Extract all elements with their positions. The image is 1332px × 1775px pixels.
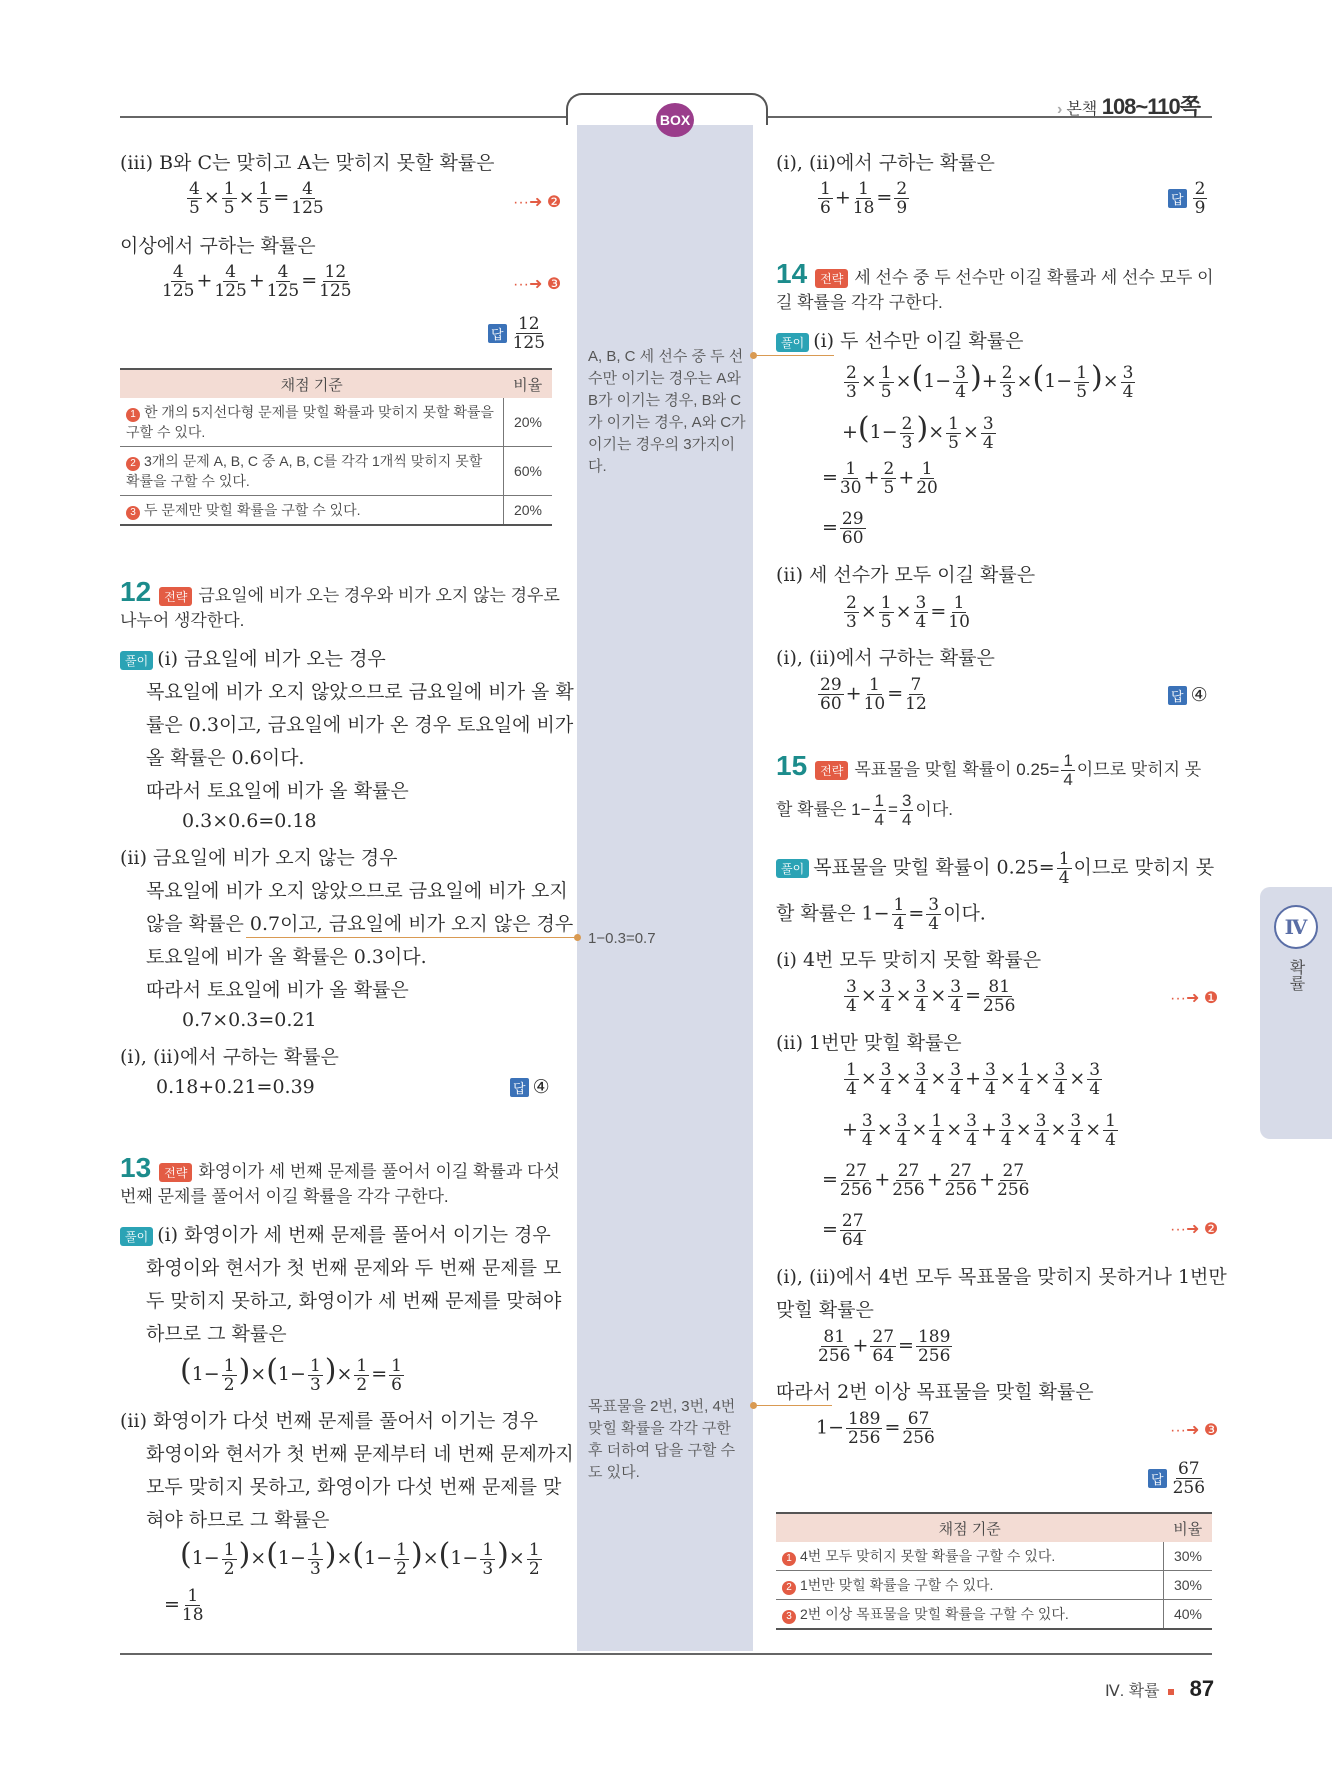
- row-text: 2번 이상 목표물을 맞힐 확률을 구할 수 있다.: [800, 1606, 1069, 1622]
- footer-chapter: Ⅳ. 확률: [1105, 1683, 1160, 1700]
- answer-value: ④: [532, 1076, 550, 1098]
- table1-ratio-head: 비율: [504, 369, 553, 398]
- p12-i-4: 따라서 토요일에 비가 올 확률은: [146, 780, 409, 802]
- answer-icon: 답: [1168, 686, 1187, 705]
- row-number: 1: [126, 408, 140, 422]
- p12-i-5: 0.3×0.6=0.18: [182, 810, 317, 832]
- page-number: 87: [1189, 1676, 1215, 1701]
- p14-calc-1: $\frac{2}{3}$ × $\frac{1}{5}$ ×(1− $\frac{3}{4}$ )+ $\frac{2}{3}$ ×(1− $\frac{1}{5}$ )× $\frac{3}{4}$: [846, 360, 1134, 402]
- row-number: 1: [782, 1552, 796, 1566]
- p11-answer: 답 $\frac{12}{125}$: [488, 315, 547, 352]
- connector-1: [752, 355, 834, 356]
- strategy-tag: 전략: [159, 1163, 192, 1182]
- problem-number: 13: [120, 1152, 152, 1183]
- p12-case-i-text: (ⅰ) 금요일에 비가 오는 경우: [157, 648, 386, 670]
- p11-thus: 이상에서 구하는 확률은: [120, 235, 316, 257]
- p13-ii-1: 화영이와 현서가 첫 번째 문제부터 네 번째 문제까지: [146, 1443, 574, 1465]
- p15-calc-3: + $\frac{3}{4}$ × $\frac{3}{4}$ × $\frac{1}{4}$ × $\frac{3}{4}$ + $\frac{3}{4}$ × $\frac{3}{4}$ × $\frac{3}{4}$ × $\frac{1}{4}$: [842, 1111, 1116, 1150]
- table2-ratio-head: 비율: [1164, 1513, 1213, 1542]
- p15-case-ii: (ⅱ) 1번만 맞힐 확률은: [776, 1032, 962, 1054]
- p14-case-i: [776, 326, 1023, 353]
- connector-dot: [574, 934, 581, 941]
- row-number: 3: [782, 1610, 796, 1624]
- grading-table-2: [776, 1512, 1212, 1630]
- p15-sol2-text-b: 이다.: [943, 902, 986, 925]
- p15-sol-text-b: 이므로 맞히지 못: [1073, 856, 1215, 879]
- side-note-1: A, B, C 세 선수 중 두 선수만 이기는 경우는 A와 B가 이기는 경우, B와 C가 이기는 경우, A와 C가 이기는 경우의 3가지이다.: [588, 348, 746, 475]
- row-ratio: 30%: [1164, 1571, 1213, 1600]
- row-text: 한 개의 5지선다형 문제를 맞힐 확률과 맞히지 못할 확률을 구할 수 있다.: [126, 404, 494, 440]
- header-rule-left: [120, 116, 568, 118]
- problem-number: 14: [776, 258, 808, 289]
- answer-icon: 답: [1148, 1469, 1167, 1488]
- p13-calc-3: = $\frac{1}{18}$: [164, 1586, 204, 1625]
- ref-pages: 108~110쪽: [1101, 94, 1201, 119]
- answer-value: ④: [1190, 684, 1208, 706]
- row-number: 2: [126, 457, 140, 471]
- p11-right-sum: (ⅰ), (ⅱ)에서 구하는 확률은: [776, 152, 995, 174]
- footer-separator: [1168, 1689, 1174, 1695]
- p14-title-text: 세 선수 중 두 선수만 이길 확률과 세 선수 모두 이: [854, 268, 1214, 287]
- connector-3: [752, 1405, 832, 1406]
- p15-calc-2: $\frac{1}{4}$ × $\frac{3}{4}$ × $\frac{3}{4}$ × $\frac{3}{4}$ + $\frac{3}{4}$ × $\frac{1}{4}$ × $\frac{3}{4}$ × $\frac{3}{4}$: [846, 1060, 1101, 1099]
- strategy-tag: 전략: [159, 587, 192, 606]
- table1-head: 채점 기준: [120, 369, 504, 398]
- strategy-tag: 전략: [815, 761, 848, 780]
- p12-title: [120, 576, 560, 608]
- p13-calc-2: (1− $\frac{1}{2}$ )×(1− $\frac{1}{3}$ )×(1− $\frac{1}{2}$ )×(1− $\frac{1}{3}$ )× $\frac{1}{2}$: [180, 1537, 540, 1579]
- step-marker-1: ···➜ ❶: [1170, 990, 1219, 1007]
- p12-i-1: 목요일에 비가 오지 않았으므로 금요일에 비가 올 확: [146, 681, 574, 703]
- footer-rule: [120, 1653, 1212, 1655]
- chapter-side-label: 확률: [1287, 959, 1304, 991]
- table2-head: 채점 기준: [776, 1513, 1164, 1542]
- p15-calc-5: = $\frac{27}{64}$: [822, 1211, 864, 1250]
- p14-calc-6: $\frac{29}{60}$ + $\frac{1}{10}$ = $\frac{7}{12}$: [820, 675, 927, 714]
- p11-case-iii: (ⅲ) B와 C는 맞히고 A는 맞히지 못할 확률은: [120, 152, 495, 174]
- p12-sum: (ⅰ), (ⅱ)에서 구하는 확률은: [120, 1046, 339, 1068]
- p15-case-i: (ⅰ) 4번 모두 맞히지 못할 확률은: [776, 949, 1042, 971]
- p11-right-calc: $\frac{1}{6}$ + $\frac{1}{18}$ = $\frac{2}{9}$: [820, 179, 908, 218]
- p15-calc-7: 1− $\frac{189}{256}$ = $\frac{67}{256}$: [816, 1409, 935, 1448]
- table-row: [776, 1542, 1212, 1571]
- step-marker-2: ···➜ ❷: [1170, 1221, 1219, 1238]
- p13-i-2: 두 맞히지 못하고, 화영이가 세 번째 문제를 맞혀야: [146, 1290, 562, 1312]
- problem-number: 12: [120, 576, 152, 607]
- p15-title2-text: 할 확률은 1−: [776, 799, 871, 819]
- p15-answer: 답 $\frac{67}{256}$: [1148, 1460, 1207, 1497]
- p15-sol-2: 할 확률은 1− $\frac{1}{4}$ = $\frac{3}{4}$ 이다.: [776, 895, 986, 934]
- row-ratio: 20%: [504, 496, 553, 526]
- table-row: [120, 496, 552, 526]
- step-marker-2: ···➜ ❷: [513, 194, 562, 211]
- p14-title: [776, 258, 1214, 290]
- table-row: [120, 398, 552, 447]
- p11-right-answer: 답 $\frac{2}{9}$: [1168, 180, 1209, 217]
- box-badge: BOX: [656, 103, 694, 137]
- p14-title-2: 길 확률을 각각 구한다.: [776, 293, 943, 312]
- solution-tag: 풀이: [120, 1227, 153, 1246]
- problem-number: 15: [776, 750, 808, 781]
- p12-ii-3: 토요일에 비가 올 확률은 0.3이다.: [146, 946, 427, 968]
- p15-title-2: 할 확률은 1− $\frac{1}{4}$ = $\frac{3}{4}$ 이다.: [776, 791, 953, 829]
- solution-tag: 풀이: [776, 859, 809, 878]
- p12-title-2: 나누어 생각한다.: [120, 611, 245, 630]
- solution-tag: 풀이: [120, 651, 153, 670]
- p15-title2-text-b: 이다.: [915, 799, 953, 819]
- p13-title-2: 번째 문제를 풀어서 이길 확률을 각각 구한다.: [120, 1187, 449, 1206]
- row-text: 4번 모두 맞히지 못할 확률을 구할 수 있다.: [800, 1548, 1056, 1564]
- row-ratio: 60%: [504, 447, 553, 496]
- p14-calc-3: = $\frac{1}{30}$ + $\frac{2}{5}$ + $\frac{1}{20}$: [822, 459, 938, 498]
- p14-answer: [1168, 684, 1208, 706]
- table-row: [120, 447, 552, 496]
- p15-title-text: 목표물을 맞힐 확률이 0.25=: [854, 760, 1060, 779]
- step-marker-3: ···➜ ❸: [513, 276, 562, 293]
- table-row: [776, 1600, 1212, 1630]
- page-reference: [1057, 90, 1200, 121]
- p15-sol: 풀이 목표물을 맞힐 확률이 0.25= $\frac{1}{4}$ 이므로 맞히지 못: [776, 850, 1214, 887]
- step-marker-3: ···➜ ❸: [1170, 1422, 1219, 1439]
- p14-calc-5: $\frac{2}{3}$ × $\frac{1}{5}$ × $\frac{3}{4}$ = $\frac{1}{10}$: [846, 593, 970, 632]
- connector-dot: [750, 352, 757, 359]
- row-text: 두 문제만 맞힐 확률을 구할 수 있다.: [144, 502, 361, 518]
- row-text: 3개의 문제 A, B, C 중 A, B, C를 각각 1개씩 맞히지 못할 확률을 구할 수 있다.: [126, 453, 483, 489]
- connector-2: [246, 937, 576, 938]
- p11-calc-1: $\frac{4}{5}$ × $\frac{1}{5}$ × $\frac{1}{5}$ = $\frac{4}{125}$: [189, 179, 324, 218]
- p12-calc: 0.18+0.21=0.39: [156, 1076, 315, 1098]
- p12-i-3: 올 확률은 0.6이다.: [146, 747, 305, 769]
- p14-calc-4: = $\frac{29}{60}$: [822, 509, 864, 548]
- p13-case-i-text: (ⅰ) 화영이가 세 번째 문제를 풀어서 이기는 경우: [157, 1224, 551, 1246]
- row-ratio: 30%: [1164, 1542, 1213, 1571]
- p14-case-ii: (ⅱ) 세 선수가 모두 이길 확률은: [776, 564, 1036, 586]
- answer-icon: 답: [510, 1078, 529, 1097]
- side-note-3: 목표물을 2번, 3번, 4번 맞힐 확률을 각각 구한 후 더하여 답을 구할 수도 있다.: [588, 1398, 736, 1481]
- p13-ii-2: 모두 맞히지 못하고, 화영이가 다섯 번째 문제를 맞: [146, 1476, 562, 1498]
- p15-sol-text: 목표물을 맞힐 확률이 0.25=: [813, 856, 1055, 879]
- p14-calc-2: +(1− $\frac{2}{3}$ )× $\frac{1}{5}$ × $\frac{3}{4}$: [842, 411, 994, 453]
- p12-answer: [510, 1076, 550, 1098]
- answer-icon: 답: [1168, 189, 1187, 208]
- p13-case-ii: (ⅱ) 화영이가 다섯 번째 문제를 풀어서 이기는 경우: [120, 1410, 538, 1432]
- p12-case-i: [120, 644, 386, 671]
- p13-i-1: 화영이와 현서가 첫 번째 문제와 두 번째 문제를 모: [146, 1257, 562, 1279]
- p15-title-text-b: 이므로 맞히지 못: [1076, 760, 1202, 779]
- p13-case-i: [120, 1220, 551, 1247]
- ref-prefix: 본책: [1066, 101, 1098, 118]
- p15-calc-4: = $\frac{27}{256}$ + $\frac{27}{256}$ + $\frac{27}{256}$ + $\frac{27}{256}$: [822, 1161, 1030, 1200]
- p11-calc-2: $\frac{4}{125}$ + $\frac{4}{125}$ + $\frac{4}{125}$ = $\frac{12}{125}$: [162, 262, 352, 301]
- chevron-right-icon: ›: [1057, 101, 1063, 118]
- side-note-2: 1−0.3=0.7: [588, 930, 656, 947]
- p13-calc-1: (1− $\frac{1}{2}$ )×(1− $\frac{1}{3}$ )× $\frac{1}{2}$ = $\frac{1}{6}$: [180, 1353, 402, 1395]
- row-number: 3: [126, 506, 140, 520]
- chapter-side-tab[interactable]: [1260, 887, 1332, 1139]
- p13-title-text: 화영이가 세 번째 문제를 풀어서 이길 확률과 다섯: [198, 1162, 560, 1181]
- page-footer: [1105, 1676, 1214, 1702]
- p13-i-3: 하므로 그 확률은: [146, 1323, 287, 1345]
- solution-tag: 풀이: [776, 333, 809, 352]
- p15-calc-6: $\frac{81}{256}$ + $\frac{27}{64}$ = $\frac{189}{256}$: [818, 1327, 951, 1366]
- row-text: 1번만 맞힐 확률을 구할 수 있다.: [800, 1577, 994, 1593]
- p15-sol2-text: 할 확률은 1−: [776, 902, 890, 925]
- p12-ii-1: 목요일에 비가 오지 않았으므로 금요일에 비가 오지: [146, 880, 568, 902]
- p12-ii-2: 않을 확률은 0.7이고, 금요일에 비가 오지 않은 경우: [146, 913, 574, 935]
- box-label: 일품: [618, 108, 646, 124]
- p12-ii-4: 따라서 토요일에 비가 올 확률은: [146, 979, 409, 1001]
- p12-ii-5: 0.7×0.3=0.21: [182, 1009, 317, 1031]
- p12-i-2: 률은 0.3이고, 금요일에 비가 온 경우 토요일에 비가: [146, 714, 574, 736]
- row-number: 2: [782, 1581, 796, 1595]
- strategy-tag: 전략: [815, 269, 848, 288]
- row-ratio: 40%: [1164, 1600, 1213, 1630]
- p12-case-ii: (ⅱ) 금요일에 비가 오지 않는 경우: [120, 847, 398, 869]
- connector-dot: [750, 1402, 757, 1409]
- p15-final: 따라서 2번 이상 목표물을 맞힐 확률은: [776, 1381, 1094, 1403]
- answer-icon: 답: [488, 324, 507, 343]
- p14-sum: (ⅰ), (ⅱ)에서 구하는 확률은: [776, 647, 995, 669]
- p15-sum: (ⅰ), (ⅱ)에서 4번 모두 목표물을 맞히지 못하거나 1번만: [776, 1266, 1227, 1288]
- table-row: [776, 1571, 1212, 1600]
- p12-title-text: 금요일에 비가 오는 경우와 비가 오지 않는 경우로: [198, 586, 560, 605]
- p14-case-i-text: (ⅰ) 두 선수만 이길 확률은: [813, 330, 1024, 352]
- p15-calc-1: $\frac{3}{4}$ × $\frac{3}{4}$ × $\frac{3}{4}$ × $\frac{3}{4}$ = $\frac{81}{256}$: [846, 977, 1016, 1016]
- p13-title: [120, 1152, 560, 1184]
- p13-ii-3: 혀야 하므로 그 확률은: [146, 1509, 330, 1531]
- grading-table-1: [120, 368, 552, 526]
- chapter-roman-icon: Ⅳ: [1274, 905, 1318, 949]
- p15-sum-2: 맞힐 확률은: [776, 1299, 874, 1321]
- row-ratio: 20%: [504, 398, 553, 447]
- p15-title: 15 전략 목표물을 맞힐 확률이 0.25= $\frac{1}{4}$ 이므로 맞히지 못: [776, 750, 1202, 790]
